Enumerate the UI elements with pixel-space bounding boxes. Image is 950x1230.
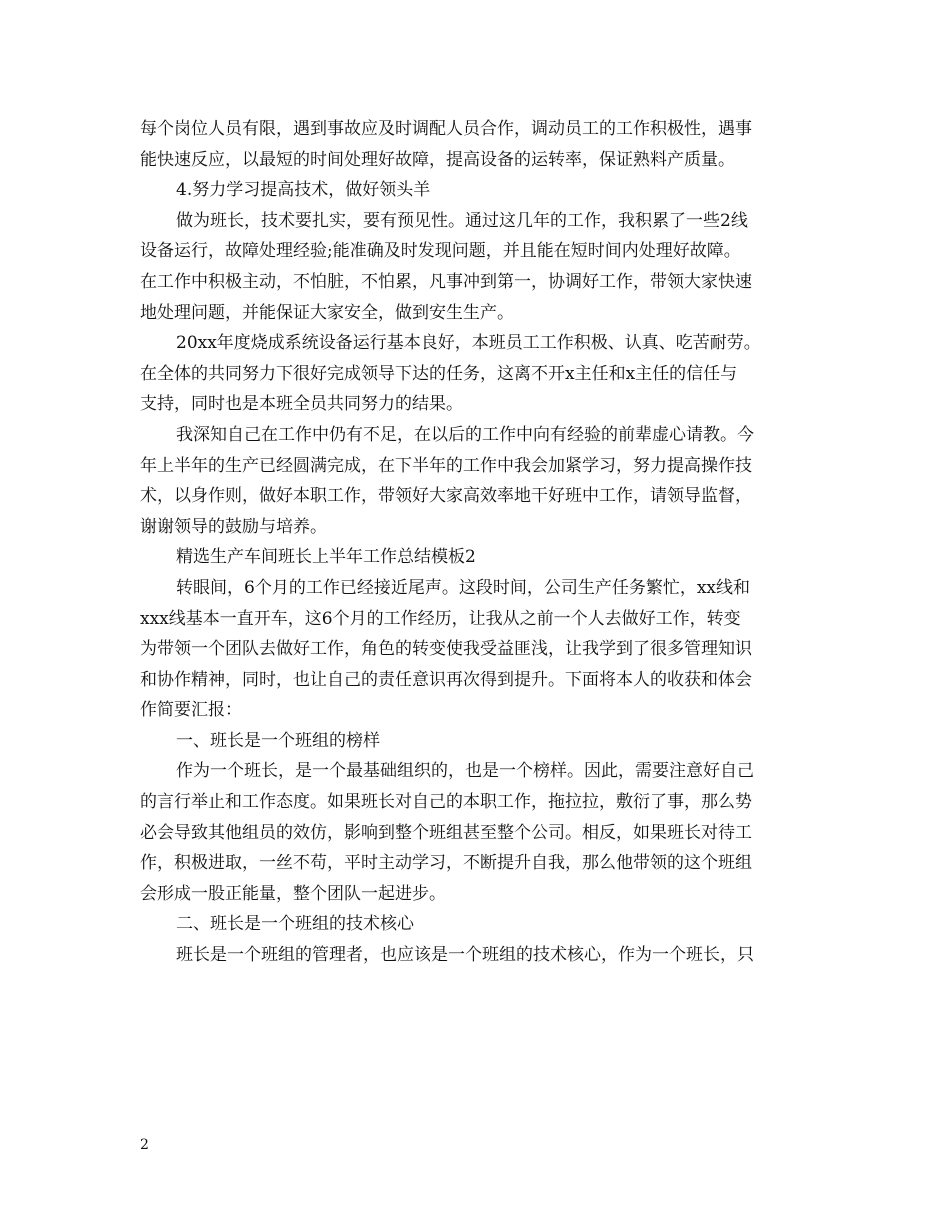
- text-line: 地处理问题，并能保证大家安全，做到安生生产。: [140, 302, 514, 323]
- text-line: 必会导致其他组员的效仿，影响到整个班组甚至整个公司。相反，如果班长对待工: [140, 822, 752, 843]
- text-line: 谢谢领导的鼓励与培养。: [140, 516, 327, 537]
- text-line: 会形成一股正能量，整个团队一起进步。: [140, 883, 446, 904]
- text-block: [140, 114, 816, 971]
- text-line: 我深知自己在工作中仍有不足，在以后的工作中向有经验的前辈虚心请教。今: [176, 424, 754, 445]
- text-line: 设备运行，故障处理经验;能准确及时发现问题，并且能在短时间内处理好故障。: [140, 241, 741, 262]
- text-line: 支持，同时也是本班全员共同努力的结果。: [140, 394, 463, 415]
- text-line: 为带领一个团队去做好工作，角色的转变使我受益匪浅，让我学到了很多管理知识: [140, 639, 752, 660]
- page-number: 2: [140, 1137, 149, 1153]
- text-line: 的言行举止和工作态度。如果班长对自己的本职工作，拖拉拉，敷衍了事，那么势: [140, 792, 752, 813]
- section-heading: 一、班长是一个班组的榜样: [176, 730, 380, 751]
- text-line: 和协作精神，同时，也让自己的责任意识再次得到提升。下面将本人的收获和体会: [140, 669, 752, 690]
- text-line: 术，以身作则，做好本职工作，带领好大家高效率地干好班中工作，请领导监督，: [140, 486, 752, 507]
- section-heading: 二、班长是一个班组的技术核心: [176, 914, 414, 935]
- text-line: 做为班长，技术要扎实，要有预见性。通过这几年的工作，我积累了一些2线: [176, 210, 748, 231]
- document-body: [140, 114, 816, 971]
- section-heading: 4.努力学习提高技术，做好领头羊: [176, 180, 431, 201]
- text-line: 作为一个班长，是一个最基础组织的，也是一个榜样。因此，需要注意好自己: [176, 761, 754, 782]
- document-subtitle: 精选生产车间班长上半年工作总结模板2: [176, 547, 476, 568]
- text-line: 每个岗位人员有限，遇到事故应及时调配人员合作，调动员工的工作积极性，遇事: [140, 119, 752, 139]
- text-line: 班长是一个班组的管理者，也应该是一个班组的技术核心，作为一个班长，只: [176, 945, 754, 966]
- text-line: 在工作中积极主动，不怕脏，不怕累，凡事冲到第一，协调好工作，带领大家快速: [140, 271, 752, 292]
- text-line: 转眼间，6个月的工作已经接近尾声。这段时间，公司生产任务繁忙，xx线和: [176, 577, 750, 598]
- text-line: xxx线基本一直开车，这6个月的工作经历，让我从之前一个人去做好工作，转变: [140, 608, 741, 629]
- text-line: 在全体的共同努力下很好完成领导下达的任务，这离不开x主任和x主任的信任与: [140, 363, 738, 384]
- text-line: 作简要汇报：: [140, 700, 242, 721]
- text-line: 作，积极进取，一丝不苟，平时主动学习，不断提升自我，那么他带领的这个班组: [140, 853, 752, 874]
- text-line: 20xx年度烧成系统设备运行基本良好，本班员工工作积极、认真、吃苦耐劳。: [176, 333, 761, 354]
- text-line: 能快速反应，以最短的时间处理好故障，提高设备的运转率，保证熟料产质量。: [140, 149, 735, 170]
- text-line: 年上半年的生产已经圆满完成，在下半年的工作中我会加紧学习，努力提高操作技: [140, 455, 752, 476]
